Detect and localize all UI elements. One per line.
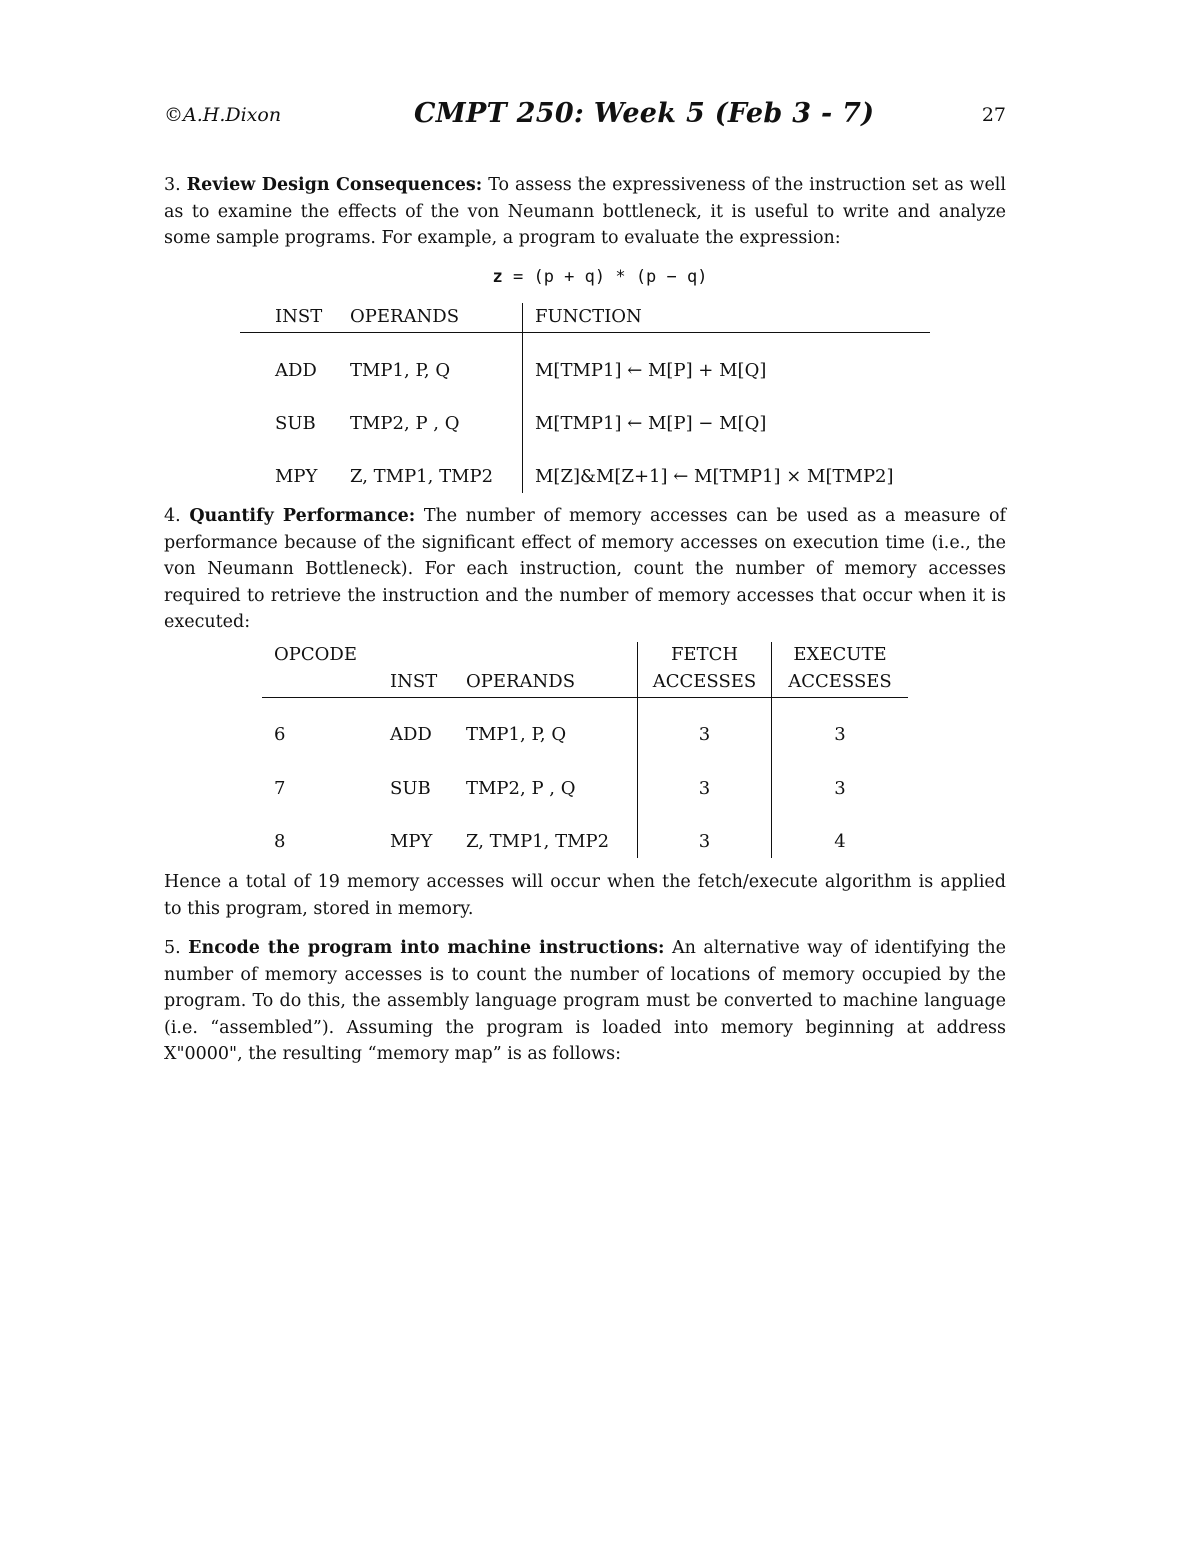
access-row-1-opcode: 6 xyxy=(274,724,286,745)
expression xyxy=(0,267,1200,287)
access-row-2-fetch: 3 xyxy=(698,778,711,799)
program-table-header-operands: OPERANDS xyxy=(350,306,460,327)
access-header-fetch-top: FETCH xyxy=(670,644,739,665)
section-4-heading: Quantify Performance: xyxy=(189,506,416,526)
access-header-operands: OPERANDS xyxy=(466,671,576,692)
access-row-2-inst: SUB xyxy=(390,778,431,799)
program-table-header-inst: INST xyxy=(275,306,323,327)
header-author: ©A.H.Dixon xyxy=(164,104,282,126)
program-row-3-operands: Z, TMP1, TMP2 xyxy=(350,466,494,487)
access-row-3-fetch: 3 xyxy=(698,831,711,852)
section-3-paragraph xyxy=(164,172,1006,252)
expression-rhs: = (p + q) * (p − q) xyxy=(502,267,708,287)
section-3-number: 3. xyxy=(164,175,181,195)
page-number: 27 xyxy=(981,104,1006,126)
program-row-1-inst: ADD xyxy=(275,360,317,381)
access-header-inst: INST xyxy=(390,671,438,692)
section-4-number: 4. xyxy=(164,506,181,526)
program-row-3-function: M[Z]&M[Z+1] ← M[TMP1] × M[TMP2] xyxy=(535,466,894,487)
access-header-execute-top: EXECUTE xyxy=(793,644,887,665)
access-header-execute-bottom: ACCESSES xyxy=(788,671,892,692)
access-row-2-execute: 3 xyxy=(834,778,846,799)
program-table xyxy=(240,303,930,495)
program-row-1-operands: TMP1, P, Q xyxy=(350,360,451,381)
access-row-1-operands: TMP1, P, Q xyxy=(466,724,567,745)
program-table-header-function: FUNCTION xyxy=(535,306,642,327)
access-row-3-inst: MPY xyxy=(390,831,433,852)
section-5-text: An alternative way of identifying the number of memory accesses is to count the number of locations of memory occupied by the program. To do this, the assembly language program must be converted to machine language (i.e. “assembled”). Assuming the program is loaded into memory beginning at address X"0000", the resulting “memory map” is as follows: xyxy=(164,938,1006,1064)
program-row-2-inst: SUB xyxy=(275,413,316,434)
access-table-header-rule xyxy=(262,697,908,698)
section-3-heading: Review Design Consequences: xyxy=(186,175,483,195)
access-row-3-opcode: 8 xyxy=(274,831,286,852)
access-header-fetch-bottom: ACCESSES xyxy=(652,671,757,692)
section-5-paragraph xyxy=(164,935,1006,1068)
access-row-1-fetch: 3 xyxy=(698,724,711,745)
access-table xyxy=(262,642,908,860)
access-row-3-operands: Z, TMP1, TMP2 xyxy=(466,831,610,852)
section-5-heading: Encode the program into machine instructions: xyxy=(188,938,665,958)
expression-lhs: z xyxy=(492,267,503,287)
program-row-1-function: M[TMP1] ← M[P] + M[Q] xyxy=(535,360,767,381)
access-header-opcode: OPCODE xyxy=(274,644,357,665)
program-row-2-function: M[TMP1] ← M[P] − M[Q] xyxy=(535,413,767,434)
access-row-1-execute: 3 xyxy=(834,724,846,745)
program-row-2-operands: TMP2, P , Q xyxy=(350,413,460,434)
access-row-1-inst: ADD xyxy=(390,724,432,745)
program-table-header-rule xyxy=(240,332,930,333)
access-row-2-operands: TMP2, P , Q xyxy=(466,778,576,799)
header-title: CMPT 250: Week 5 (Feb 3 - 7) xyxy=(414,98,875,129)
section-5-number: 5. xyxy=(164,938,181,958)
section-3-text: To assess the expressiveness of the instruction set as well as to examine the effects of the von Neumann bottleneck, it is useful to write and analyze some sample programs. For example, a program to evaluate the expression: xyxy=(164,175,1006,248)
page-header xyxy=(164,98,1006,138)
section-4-paragraph xyxy=(164,503,1006,636)
access-row-2-opcode: 7 xyxy=(274,778,286,799)
access-row-3-execute: 4 xyxy=(834,831,846,852)
total-paragraph: Hence a total of 19 memory accesses will occur when the fetch/execute algorithm is applied to this program, stored in memory. xyxy=(164,872,1006,919)
program-row-3-inst: MPY xyxy=(275,466,318,487)
section-4-text: The number of memory accesses can be used as a measure of performance because of the significant effect of memory accesses on execution time (i.e., the von Neumann Bottleneck). For each instruction, count the number of memory accesses required to retrieve the instruction and the number of memory accesses that occur when it is executed: xyxy=(164,506,1006,632)
